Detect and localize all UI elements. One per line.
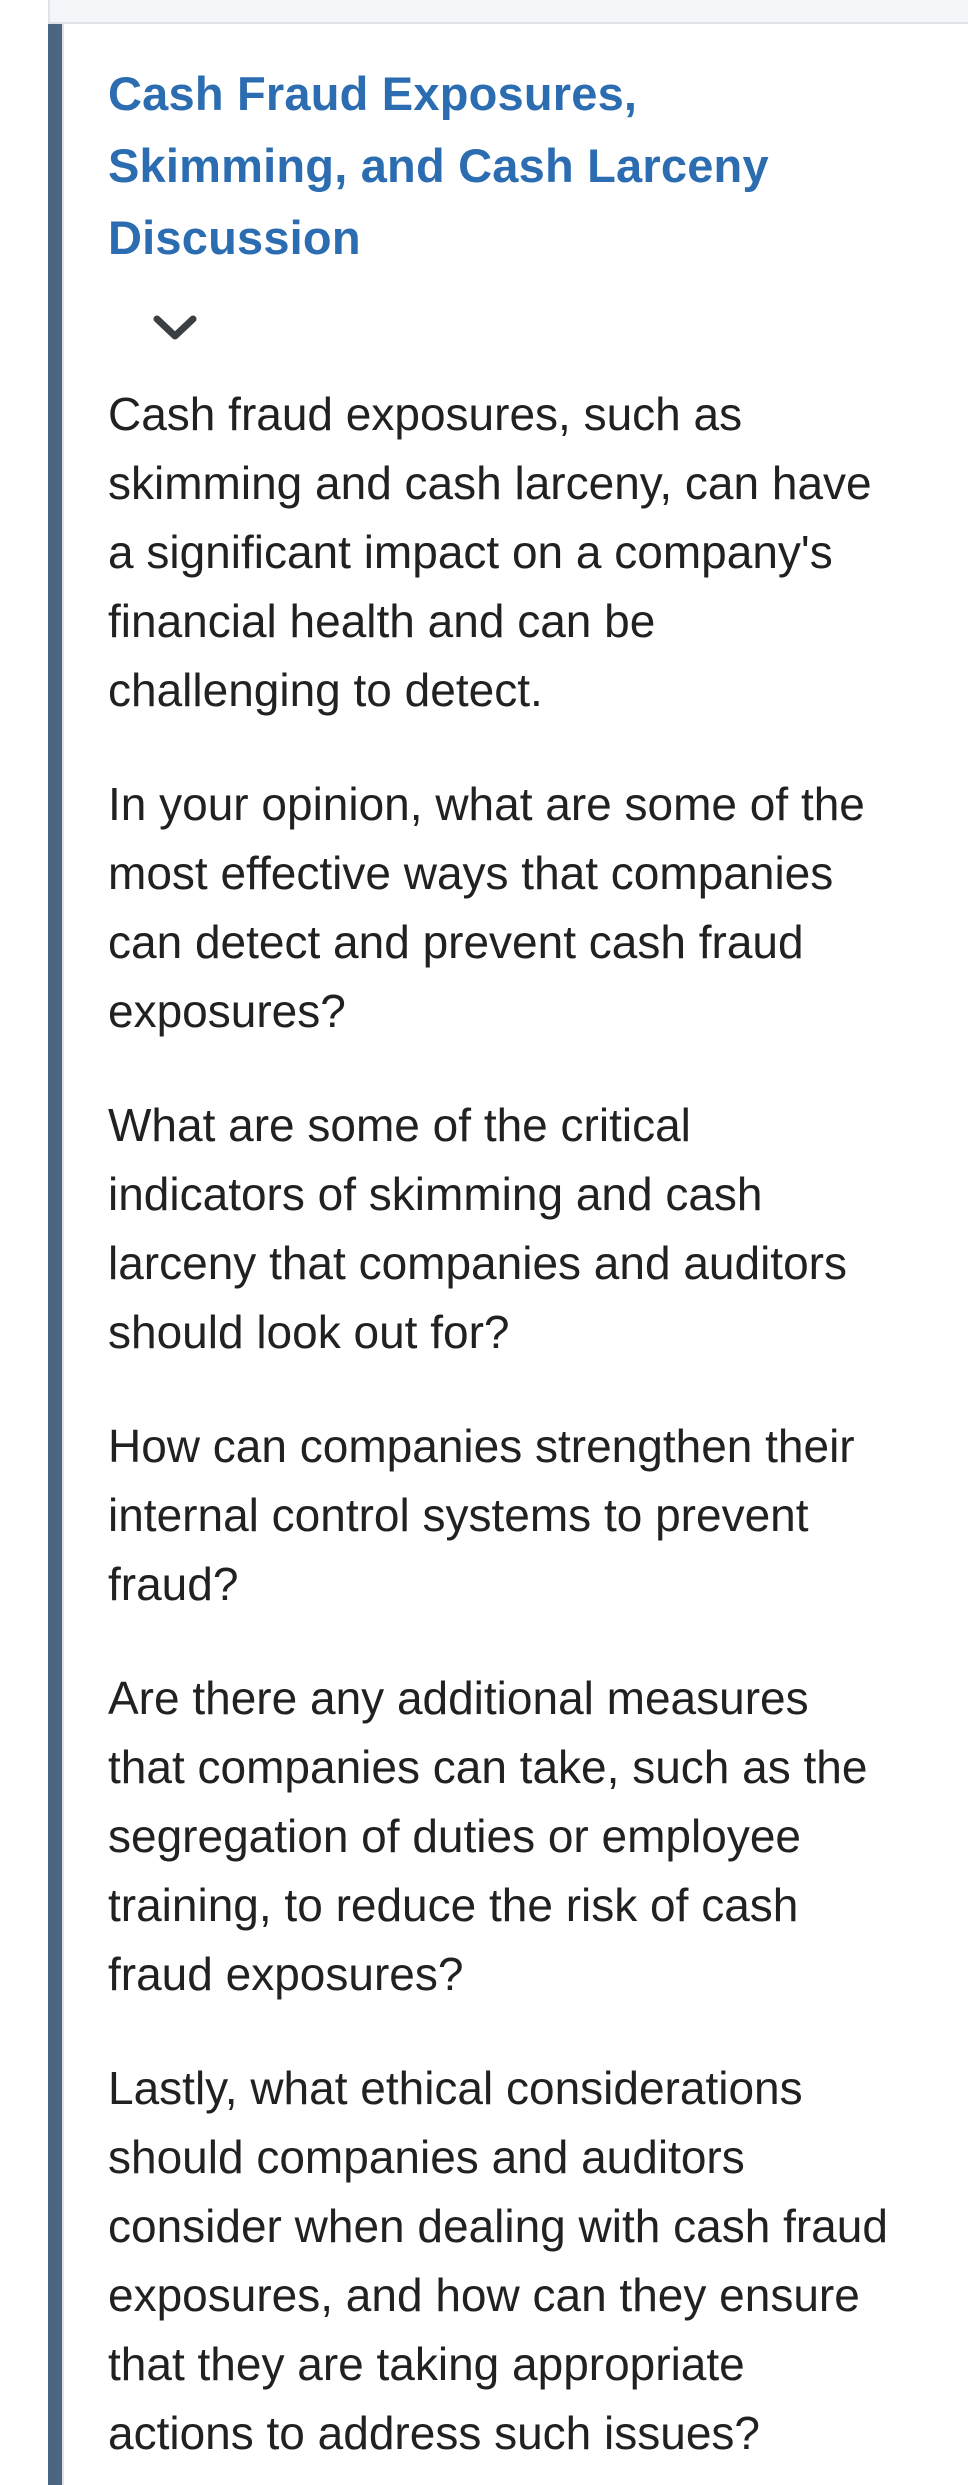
discussion-panel <box>108 58 888 2485</box>
accent-bar-edge <box>62 24 64 2485</box>
paragraph: How can companies strengthen their internal control systems to prevent fraud? <box>108 1420 855 1610</box>
paragraph: In your opinion, what are some of the most effective ways that companies can detect and prevent cash fraud exposures? <box>108 778 865 1037</box>
discussion-accent-bar <box>48 24 62 2485</box>
discussion-title[interactable]: Cash Fraud Exposures, Skimming, and Cash Larceny Discussion <box>108 67 769 264</box>
collapse-toggle-button[interactable] <box>152 288 242 368</box>
paragraph: What are some of the critical indicators of skimming and cash larceny that companies and auditors should look out for? <box>108 1099 847 1358</box>
chevron-down-icon <box>152 314 198 342</box>
paragraph: Are there any additional measures that companies can take, such as the segregation of duties or employee training, to reduce the risk of cash fraud exposures? <box>108 1672 868 2000</box>
top-divider <box>48 0 968 24</box>
discussion-body <box>108 380 888 2468</box>
paragraph: Cash fraud exposures, such as skimming and cash larceny, can have a significant impact on a company's financial health and can be challenging to detect. <box>108 388 872 716</box>
paragraph: Lastly, what ethical considerations should companies and auditors consider when dealing with cash fraud exposures, and how can they ensure that they are taking appropriate actions to address such issues? <box>108 2062 888 2459</box>
